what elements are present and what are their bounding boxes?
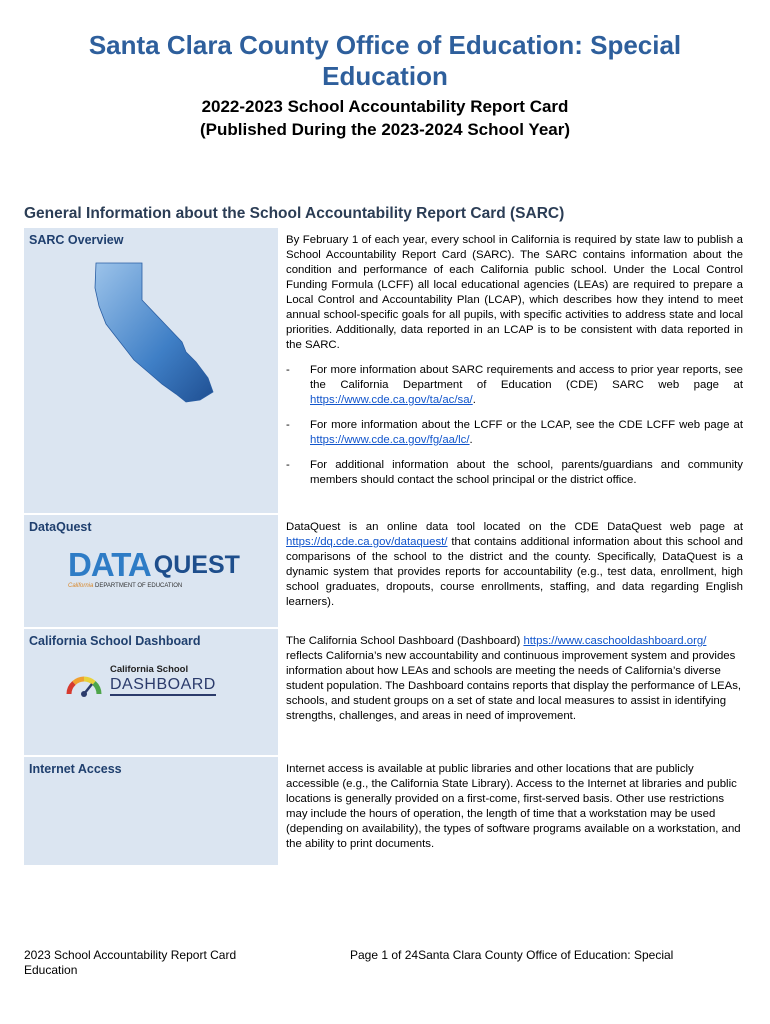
bullet-sarc-end: .	[472, 394, 476, 406]
internet-access-row	[24, 757, 748, 867]
sarc-overview-paragraph: By February 1 of each year, every school in California is required by state law to publish a School Accountability Report Card (SARC). The SARC contains information about the condition and performance of each California public school. Under the Local Control Funding Formula (LCFF) all local educational agencies (LEAs) are required to prepare a Local Control and Accountability Plan (LCAP), which describes how they intend to meet annual school-specific goals for all pupils, with specific activities to address state and local priorities. Additionally, data reported in an LCAP is to be consistent with data reported in the SARC.	[286, 234, 743, 351]
internet-access-label: Internet Access	[29, 762, 122, 776]
internet-access-paragraph: Internet access is available at public libraries and other locations that are publicly accessible (e.g., the California State Library). Access to the Internet at libraries and public locations is generally provided on a first-come, first-served basis. Other use restrictions may include the hours of operation, the length of time that a workstation may be used (depending on availability), the types of software programs available on a workstation, and the ability to print documents.	[286, 763, 741, 850]
bullet-contact-info	[286, 458, 743, 488]
sarc-web-link[interactable]: https://www.cde.ca.gov/ta/ac/sa/	[310, 394, 473, 406]
bullet-lcff-info	[286, 418, 743, 448]
section-heading: General Information about the School Accountability Report Card (SARC)	[24, 205, 565, 222]
bullet-sarc-info	[286, 363, 743, 408]
bullet-contact-text: For additional information about the school, parents/guardians and community members should contact the school principal or the district office.	[310, 459, 743, 486]
dataquest-label-cell	[24, 515, 280, 627]
dashboard-content	[280, 629, 748, 755]
bullet-marker: -	[286, 419, 290, 431]
dashboard-row	[24, 629, 748, 757]
internet-access-content	[280, 757, 748, 865]
page-number: Page 1 of 24	[350, 948, 419, 962]
document-subtitle	[40, 95, 730, 141]
bullet-lcff-end: .	[469, 434, 473, 446]
dashboard-paragraph	[286, 634, 743, 724]
sarc-overview-row	[24, 228, 748, 515]
subtitle-line-2: (Published During the 2023-2024 School Year)	[199, 120, 571, 139]
sarc-info-table	[24, 228, 748, 867]
bullet-lcff-text: For more information about the LCFF or the LCAP, see the CDE LCFF web page at	[310, 419, 743, 431]
footer-right	[350, 948, 673, 963]
dashboard-label-cell	[24, 629, 280, 755]
dataquest-logo-data: DATA	[68, 546, 151, 583]
sarc-overview-label-cell	[24, 228, 280, 513]
bullet-marker: -	[286, 459, 290, 471]
california-map-icon	[90, 260, 220, 410]
dashboard-logo	[64, 662, 254, 704]
dashboard-gauge-icon	[64, 666, 104, 698]
bullet-marker: -	[286, 364, 290, 376]
sarc-overview-label: SARC Overview	[29, 233, 124, 247]
dataquest-logo-cde: DEPARTMENT OF EDUCATION	[95, 583, 183, 589]
dataquest-content	[280, 515, 748, 627]
dashboard-text-1: The California School Dashboard (Dashboard)	[286, 635, 524, 647]
dashboard-link[interactable]: https://www.caschooldashboard.org/	[523, 635, 707, 647]
internet-access-label-cell	[24, 757, 280, 865]
dashboard-logo-line1: California School	[110, 664, 189, 675]
dataquest-text-1: DataQuest is an online data tool located on the CDE DataQuest web page at	[286, 521, 743, 533]
dataquest-label: DataQuest	[29, 520, 92, 534]
subtitle-line-1: 2022-2023 School Accountability Report Card	[201, 97, 569, 116]
dashboard-logo-line2: DASHBOARD	[110, 676, 216, 696]
footer-school-name: Santa Clara County Office of Education: Special	[418, 948, 674, 962]
sarc-overview-content	[280, 228, 748, 513]
dataquest-row	[24, 515, 748, 629]
lcff-web-link[interactable]: https://www.cde.ca.gov/fg/aa/lc/	[310, 434, 470, 446]
document-title: Santa Clara County Office of Education: Special Education	[88, 30, 682, 91]
dataquest-paragraph	[286, 520, 743, 610]
dashboard-text-2: reflects California’s new accountability and continuous improvement system and provides information about how LEAs and schools are meeting the needs of California’s diverse student population. The Dashboard contains reports that display the performance of LEAs, schools, and student groups on a set of state and local measures to assist in identifying strengths, challenges, and areas in need of improvement.	[286, 650, 742, 722]
dataquest-logo-quest: QUEST	[153, 551, 240, 579]
bullet-sarc-text: For more information about SARC requirements and access to prior year reports, see the California Department of Education (CDE) SARC web page at	[310, 364, 743, 391]
dataquest-link[interactable]: https://dq.cde.ca.gov/dataquest/	[286, 536, 448, 548]
dataquest-text-2: that contains additional information about this school and comparisons of the school to the district and the county. Specifically, DataQuest is a dynamic system that provides reports for accountability (e.g., test data, enrollment, high school graduates, dropouts, course enrollments, staffing, and data regarding English learners).	[286, 536, 743, 608]
dataquest-logo-california: California	[68, 583, 94, 589]
footer-left: 2023 School Accountability Report Card Education	[24, 948, 237, 977]
dataquest-logo	[68, 545, 238, 589]
dashboard-label: California School Dashboard	[29, 634, 201, 648]
